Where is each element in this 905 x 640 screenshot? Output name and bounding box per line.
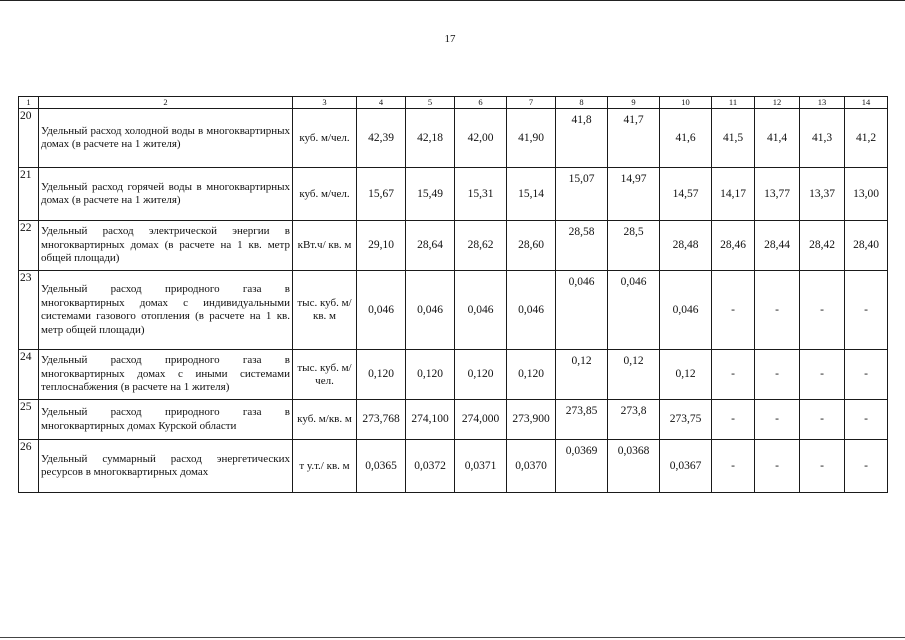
row-number: 25 [19, 400, 39, 440]
header-cell: 13 [800, 97, 845, 109]
value-cell: 41,5 [712, 109, 755, 168]
header-cell: 1 [19, 97, 39, 109]
value-cell: 0,0367 [660, 440, 712, 493]
value-cell: - [845, 400, 888, 440]
value-cell: 0,0365 [357, 440, 406, 493]
header-cell: 9 [608, 97, 660, 109]
row-number: 20 [19, 109, 39, 168]
indicator-description: Удельный расход холодной воды в многоквартирных домах (в расчете на 1 жителя) [39, 109, 293, 168]
header-cell: 8 [556, 97, 608, 109]
value-cell: 41,90 [507, 109, 556, 168]
indicator-description: Удельный расход электрической энергии в многоквартирных домах (в расчете на 1 кв. метр общей площади) [39, 221, 293, 271]
header-cell: 6 [455, 97, 507, 109]
unit-cell: куб. м/чел. [293, 168, 357, 221]
value-cell: - [712, 350, 755, 400]
value-cell: 273,8 [608, 400, 660, 440]
indicator-description: Удельный расход природного газа в многоквартирных домах с индивидуальными системами газового отопления (в расчете на 1 кв. метр общей площади) [39, 271, 293, 350]
value-cell: 0,046 [660, 271, 712, 350]
value-cell: 0,0371 [455, 440, 507, 493]
value-cell: - [800, 350, 845, 400]
value-cell: 41,6 [660, 109, 712, 168]
value-cell: - [800, 440, 845, 493]
value-cell: 0,120 [507, 350, 556, 400]
value-cell: 28,48 [660, 221, 712, 271]
value-cell: 0,12 [608, 350, 660, 400]
value-cell: - [800, 400, 845, 440]
value-cell: 15,07 [556, 168, 608, 221]
value-cell: - [845, 440, 888, 493]
value-cell: 0,046 [455, 271, 507, 350]
indicator-description: Удельный суммарный расход энергетических ресурсов в многоквартирных домах [39, 440, 293, 493]
header-cell: 14 [845, 97, 888, 109]
value-cell: 15,49 [406, 168, 455, 221]
value-cell: 15,67 [357, 168, 406, 221]
value-cell: - [800, 271, 845, 350]
value-cell: 41,3 [800, 109, 845, 168]
value-cell: 28,44 [755, 221, 800, 271]
row-number: 21 [19, 168, 39, 221]
value-cell: 0,12 [660, 350, 712, 400]
value-cell: - [712, 400, 755, 440]
value-cell: 42,39 [357, 109, 406, 168]
value-cell: 15,31 [455, 168, 507, 221]
value-cell: 0,0370 [507, 440, 556, 493]
value-cell: - [755, 400, 800, 440]
table-row [19, 109, 888, 168]
table-row [19, 350, 888, 400]
value-cell: 28,64 [406, 221, 455, 271]
value-cell: 273,85 [556, 400, 608, 440]
value-cell: 28,46 [712, 221, 755, 271]
indicator-description: Удельный расход горячей воды в многоквартирных домах (в расчете на 1 жителя) [39, 168, 293, 221]
header-cell: 10 [660, 97, 712, 109]
value-cell: 274,100 [406, 400, 455, 440]
indicator-description: Удельный расход природного газа в многоквартирных домах с иными системами теплоснабжения (в расчете на 1 жителя) [39, 350, 293, 400]
value-cell: 273,75 [660, 400, 712, 440]
value-cell: 28,42 [800, 221, 845, 271]
header-cell: 5 [406, 97, 455, 109]
table-row [19, 221, 888, 271]
bottom-scan-edge [0, 637, 905, 638]
value-cell: 42,18 [406, 109, 455, 168]
value-cell: 273,768 [357, 400, 406, 440]
value-cell: 13,77 [755, 168, 800, 221]
table-row [19, 400, 888, 440]
value-cell: - [845, 271, 888, 350]
value-cell: 0,046 [556, 271, 608, 350]
value-cell: - [755, 350, 800, 400]
value-cell: 13,37 [800, 168, 845, 221]
value-cell: 0,046 [608, 271, 660, 350]
value-cell: 42,00 [455, 109, 507, 168]
header-cell: 2 [39, 97, 293, 109]
value-cell: 14,57 [660, 168, 712, 221]
row-number: 22 [19, 221, 39, 271]
value-cell: 0,12 [556, 350, 608, 400]
table-header-row [19, 97, 888, 109]
value-cell: 41,7 [608, 109, 660, 168]
unit-cell: куб. м/кв. м [293, 400, 357, 440]
value-cell: 28,5 [608, 221, 660, 271]
value-cell: - [755, 271, 800, 350]
value-cell: 28,62 [455, 221, 507, 271]
unit-cell: т у.т./ кв. м [293, 440, 357, 493]
indicator-description: Удельный расход природного газа в многоквартирных домах Курской области [39, 400, 293, 440]
header-cell: 4 [357, 97, 406, 109]
value-cell: 273,900 [507, 400, 556, 440]
value-cell: 0,046 [357, 271, 406, 350]
table-row [19, 271, 888, 350]
value-cell: 41,2 [845, 109, 888, 168]
value-cell: 0,046 [507, 271, 556, 350]
top-scan-edge [0, 0, 905, 1]
value-cell: 14,17 [712, 168, 755, 221]
row-number: 26 [19, 440, 39, 493]
indicators-table [18, 96, 888, 493]
value-cell: 28,40 [845, 221, 888, 271]
value-cell: 41,4 [755, 109, 800, 168]
header-cell: 7 [507, 97, 556, 109]
value-cell: 28,58 [556, 221, 608, 271]
row-number: 23 [19, 271, 39, 350]
table-row [19, 168, 888, 221]
row-number: 24 [19, 350, 39, 400]
value-cell: 15,14 [507, 168, 556, 221]
value-cell: 14,97 [608, 168, 660, 221]
value-cell: 41,8 [556, 109, 608, 168]
table-row [19, 440, 888, 493]
value-cell: 28,60 [507, 221, 556, 271]
value-cell: 29,10 [357, 221, 406, 271]
header-cell: 11 [712, 97, 755, 109]
value-cell: 13,00 [845, 168, 888, 221]
value-cell: 0,0368 [608, 440, 660, 493]
value-cell: 0,120 [455, 350, 507, 400]
value-cell: 0,0372 [406, 440, 455, 493]
value-cell: - [755, 440, 800, 493]
unit-cell: тыс. куб. м/чел. [293, 350, 357, 400]
value-cell: - [845, 350, 888, 400]
header-cell: 12 [755, 97, 800, 109]
value-cell: 0,120 [406, 350, 455, 400]
value-cell: 0,0369 [556, 440, 608, 493]
value-cell: 0,120 [357, 350, 406, 400]
value-cell: 274,000 [455, 400, 507, 440]
header-cell: 3 [293, 97, 357, 109]
value-cell: - [712, 440, 755, 493]
value-cell: 0,046 [406, 271, 455, 350]
unit-cell: кВт.ч/ кв. м [293, 221, 357, 271]
value-cell: - [712, 271, 755, 350]
unit-cell: тыс. куб. м/кв. м [293, 271, 357, 350]
page-number: 17 [444, 33, 456, 45]
unit-cell: куб. м/чел. [293, 109, 357, 168]
